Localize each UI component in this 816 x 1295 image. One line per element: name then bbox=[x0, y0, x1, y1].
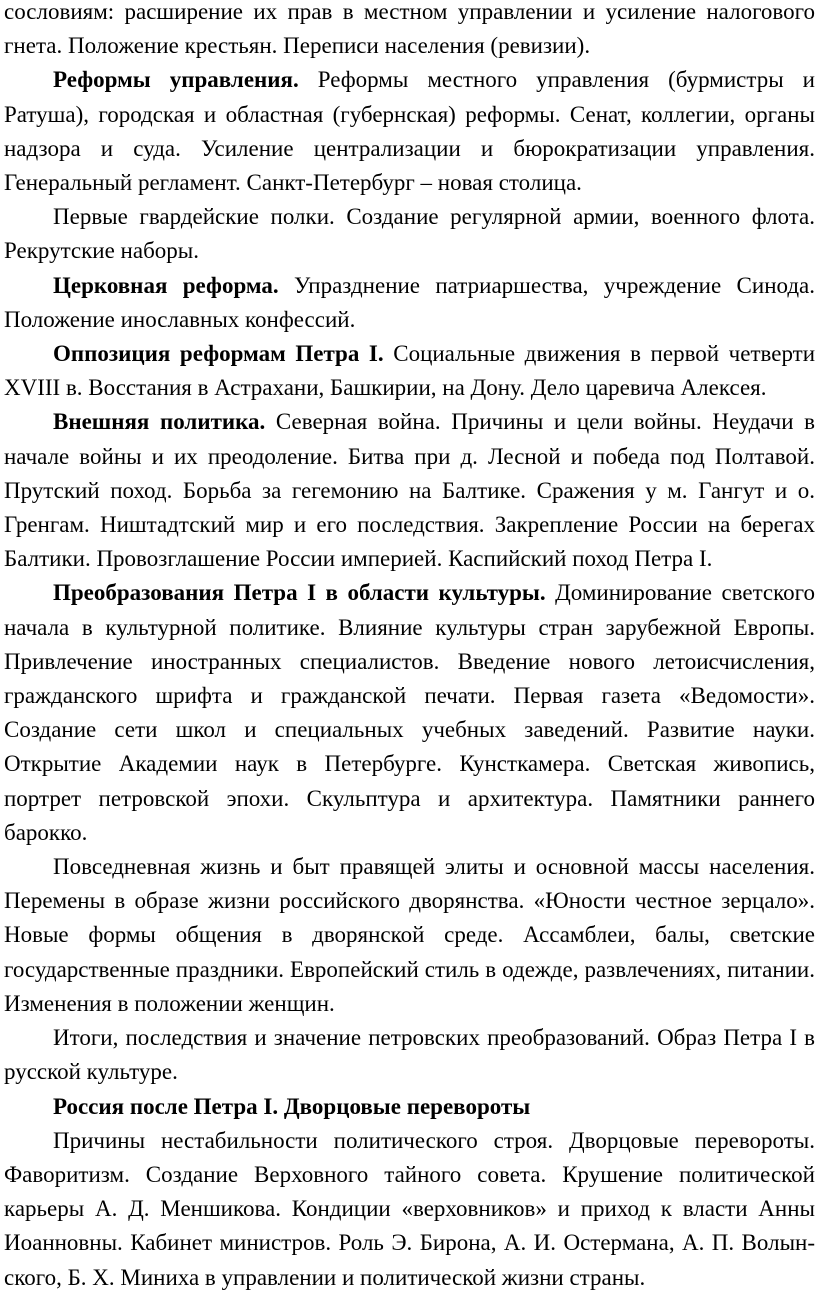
paragraph-palace-coups bbox=[4, 1124, 815, 1295]
paragraph-foreign-policy bbox=[4, 405, 815, 576]
paragraph-church-reform bbox=[4, 269, 815, 337]
paragraph-administration-reforms bbox=[4, 63, 815, 200]
paragraph-culture bbox=[4, 576, 815, 850]
paragraph-lead: Церковная реформа. bbox=[53, 272, 279, 298]
paragraph-text: Первые гвардейские полки. Создание регулярной армии, военного флота. Рекрутские наборы. bbox=[4, 204, 815, 264]
section-heading bbox=[4, 1090, 815, 1124]
paragraph-text: Доминирование светского начала в культурной политике. Влияние культуры стран зарубежной Европы. Привлечение иностранных специалистов. Введение нового летоисчисления, гражданского шрифта и гражданской печати. Первая газета «Ведомости». Создание сети школ и специальных учебных заведений. Развитие науки. Открытие Академии наук в Петербурге. Кунсткамера. Светская живопись, портрет петровской эпохи. Скульптура и архитектура. Памятники раннего барокко. bbox=[4, 580, 815, 845]
paragraph-text: Итоги, последствия и значение петровских преобразований. Образ Петра I в русской культуре. bbox=[4, 1025, 815, 1085]
paragraph-text: Повседневная жизнь и быт правящей элиты и основной массы населения. Перемены в образе жизни российского дворянства. «Юности честное зерцало». Новые формы общения в дворянской среде. Ассамблеи, балы, светские государственные праздники. Европейский стиль в одежде, развлечениях, питании. Изменения в положении женщин. bbox=[4, 854, 815, 1016]
paragraph-text: Причины нестабильности политического строя. Дворцовые перевороты. Фаворитизм. Создание Верховного тайного совета. Крушение политической карьеры А. Д. Меншикова. Кондиции «верховников» и приход к власти Анны Иоанновны. Кабинет министров. Роль Э. Бирона, А. И. Остермана, А. П. Волын- ского, Б. Х. Миниха в управлении и политической жизни страны. bbox=[4, 1127, 815, 1290]
paragraph-results bbox=[4, 1021, 815, 1089]
paragraph-text: сословиям: расширение их прав в местном управлении и усиление налогового гнета. Положение крестьян. Переписи населения (ревизии). bbox=[4, 0, 815, 59]
paragraph-lead: Преобразования Петра I в области культуры. bbox=[53, 580, 546, 606]
paragraph-lead: Оппозиция реформам Петра I. bbox=[53, 341, 384, 367]
section-heading-text: Россия после Петра I. Дворцовые перевороты bbox=[53, 1093, 531, 1119]
paragraph-opposition bbox=[4, 337, 815, 405]
paragraph-estates bbox=[4, 0, 815, 63]
paragraph-text: Социальные движения в первой четверти XVIII в. Восстания в Астрахани, Башкирии, на Дону. Дело царевича Алексея. bbox=[4, 341, 815, 401]
paragraph-text: Реформы местного управления (бурмистры и Ратуша), городская и областная (губернская) реформы. Сенат, коллегии, органы надзора и суда. Усиление централизации и бюрократизации управления. Генеральный регламент. Санкт-Петербург – новая столица. bbox=[4, 67, 815, 196]
paragraph-everyday-life bbox=[4, 850, 815, 1021]
paragraph-army bbox=[4, 200, 815, 268]
paragraph-lead: Внешняя политика. bbox=[53, 409, 266, 435]
paragraph-lead: Реформы управления. bbox=[53, 67, 299, 93]
paragraph-text: Упразднение патриаршества, учреждение Синода. Положение инославных конфессий. bbox=[4, 272, 815, 332]
paragraph-text: Северная война. Причины и цели войны. Неудачи в начале войны и их преодоление. Битва при д. Лесной и победа под Полтавой. Прутский поход. Борьба за гегемонию на Балтике. Сражения у м. Гангут и о. Гренгам. Ништадтский мир и его последствия. Закрепление России на берегах Балтики. Провозглашение России империей. Каспийский поход Петра I. bbox=[4, 409, 815, 572]
